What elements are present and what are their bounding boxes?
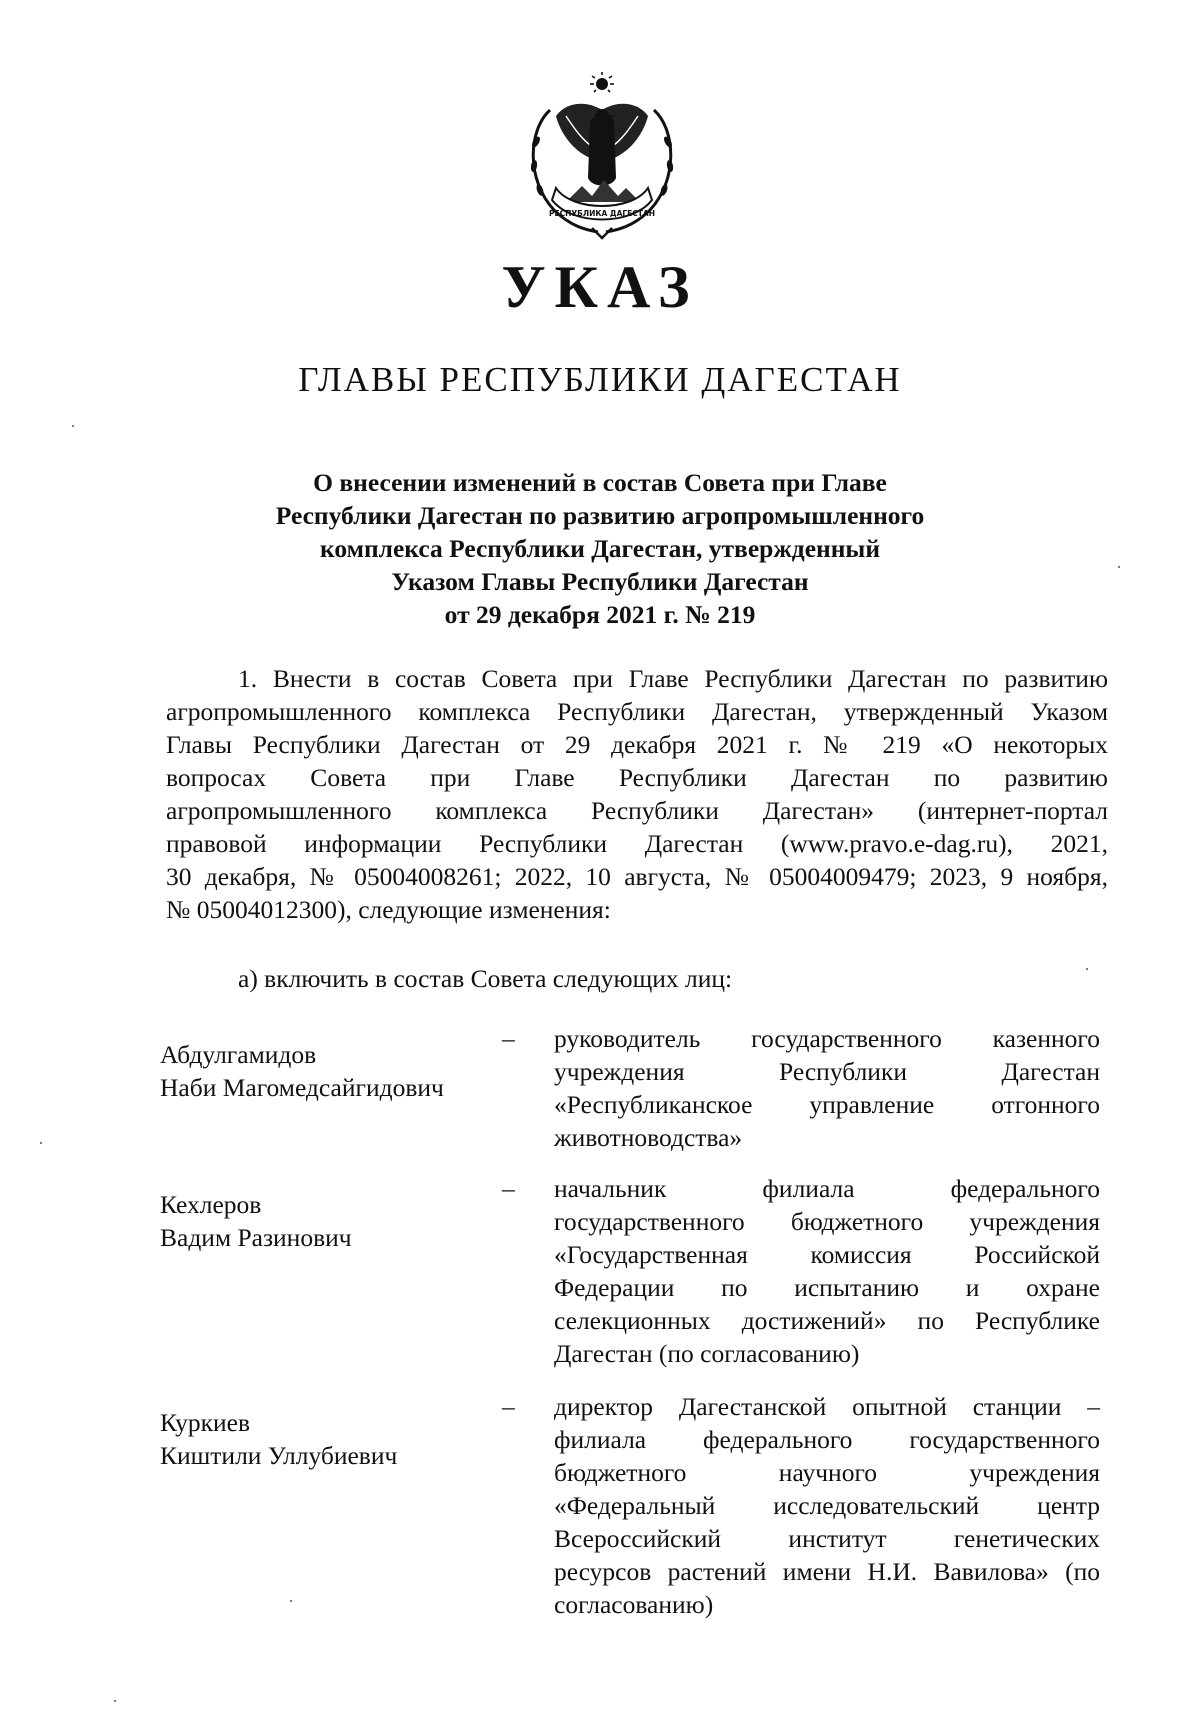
heading-line: О внесении изменений в состав Совета при Главе [313,468,887,497]
paragraph-line: правовой информации Республики Дагестан (www.pravo.e-dag.ru), 2021, [166,829,1108,858]
position-line: Федерации по испытанию и охране [554,1273,1100,1302]
heading-line: комплекса Республики Дагестан, утвержденный [319,534,881,563]
paragraph-line: № 05004012300), следующие изменения: [166,895,611,924]
paragraph-line: агропромышленного комплекса Республики Дагестан, утвержденный Указом [166,697,1108,726]
member-given-names: Киштили Уллубиевич [160,1441,398,1470]
scan-speck [290,1600,292,1602]
paragraph-line: вопросах Совета при Главе Республики Дагестан по развитию [166,763,1108,792]
scan-speck [1086,968,1088,970]
paragraph-line: 30 декабря, № 05004008261; 2022, 10 августа, № 05004009479; 2023, 9 ноября, [166,862,1108,891]
position-line: «Федеральный исследовательский центр [554,1491,1100,1520]
member-position [554,1172,1100,1370]
document-title: УКАЗ [501,254,699,320]
position-line: животноводства» [554,1123,743,1152]
position-line: директор Дагестанской опытной станции – [554,1392,1100,1421]
position-line: бюджетного научного учреждения [554,1458,1100,1487]
position-line: «Республиканское управление отгонного [554,1090,1100,1119]
position-line: «Государственная комиссия Российской [554,1240,1100,1269]
member-given-names: Вадим Разинович [160,1223,352,1252]
member-given-names: Наби Магомедсайгидович [160,1073,444,1102]
heading-line: от 29 декабря 2021 г. № 219 [444,600,756,629]
paragraph-line: Главы Республики Дагестан от 29 декабря 2021 г. № 219 «О некоторых [166,730,1108,759]
member-dash: – [502,1174,515,1203]
svg-text:РЕСПУБЛИКА ДАГЕСТАН: РЕСПУБЛИКА ДАГЕСТАН [548,209,656,218]
member-surname: Куркиев [160,1408,250,1437]
scan-speck [1118,566,1120,568]
position-line: ресурсов растений имени Н.И. Вавилова» (по [554,1557,1100,1586]
position-line: государственного бюджетного учреждения [554,1207,1100,1236]
member-name [160,1188,480,1254]
member-dash: – [502,1392,515,1421]
decree-heading [0,466,1200,631]
sun-icon [590,72,614,92]
member-name [160,1406,480,1472]
member-position [554,1390,1100,1621]
member-name [160,1038,480,1104]
scan-speck [72,425,74,427]
position-line: начальник филиала федерального [554,1174,1100,1203]
position-line: Дагестан (по согласованию) [554,1339,860,1368]
position-line: селекционных достижений» по Республике [554,1306,1100,1335]
position-line: филиала федерального государственного [554,1425,1100,1454]
member-dash: – [502,1024,515,1053]
position-line: учреждения Республики Дагестан [554,1057,1100,1086]
heading-line: Указом Главы Республики Дагестан [391,567,809,596]
heading-line: Республики Дагестан по развитию агропромышленного [275,501,925,530]
paragraph-line: агропромышленного комплекса Республики Дагестан» (интернет-портал [166,796,1108,825]
member-position [554,1022,1100,1154]
scan-speck [40,1142,42,1144]
document-subtitle: ГЛАВЫ РЕСПУБЛИКИ ДАГЕСТАН [298,360,902,399]
paragraph-1 [166,662,1108,926]
paragraph-line: 1. Внести в состав Совета при Главе Республики Дагестан по развитию [238,664,1108,693]
subpoint-a: а) включить в состав Совета следующих лиц: [238,964,733,993]
dagestan-coat-of-arms-icon [520,70,684,240]
position-line: согласованию) [554,1590,714,1619]
scan-speck [114,1700,116,1702]
position-line: Всероссийский институт генетических [554,1524,1100,1553]
member-surname: Абдулгамидов [160,1040,317,1069]
position-line: руководитель государственного казенного [554,1024,1100,1053]
member-surname: Кехлеров [160,1190,262,1219]
